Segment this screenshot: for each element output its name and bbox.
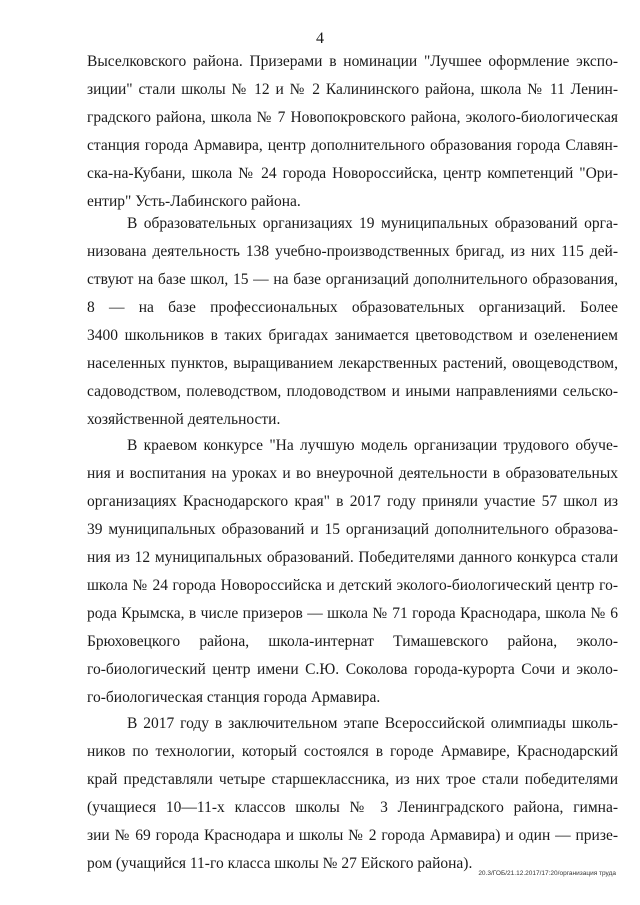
text-line: Брюховецкого района, школа-интернат Тимашевского района, эколо-	[87, 633, 618, 650]
text-line: го-биологический центр имени С.Ю. Соколова города-курорта Сочи и эколо-	[87, 661, 618, 678]
text-line: градского района, школа № 7 Новопокровского района, эколого-биологическая	[87, 109, 618, 126]
text-line: рода Крымска, в числе призеров — школа № 71 города Краснодара, школа № 6	[87, 605, 618, 622]
text-line: (учащиеся 10—11-х классов школы № 3 Ленинградского района, гимна-	[87, 799, 618, 816]
text-line: хозяйственной деятельности.	[87, 411, 281, 428]
text-line: ников по технологии, который состоялся в городе Армавире, Краснодарский	[87, 743, 618, 760]
text-line: ния и воспитания на уроках и во внеурочной деятельности в образовательных	[87, 465, 618, 482]
text-line: школа № 24 города Новороссийска и детский эколого-биологический центр го-	[87, 577, 618, 594]
text-line: станция города Армавира, центр дополнительного образования города Славян-	[87, 137, 618, 154]
text-line: край представляли четыре старшеклассника, из них трое стали победителями	[87, 771, 618, 788]
text-line: 3400 школьников в таких бригадах занимается цветоводством и озеленением	[87, 327, 618, 344]
text-line: низована деятельность 138 учебно-производственных бригад, из них 115 дей-	[87, 243, 618, 260]
text-line: ствуют на базе школ, 15 — на базе организаций дополнительного образования,	[87, 271, 618, 288]
text-line: населенных пунктов, выращиванием лекарственных растений, овощеводством,	[87, 355, 618, 372]
text-line: В 2017 году в заключительном этапе Всероссийской олимпиады школь-	[127, 715, 618, 732]
page-number: 4	[316, 30, 324, 47]
text-line: го-биологическая станция города Армавира.	[87, 689, 381, 706]
text-line: 8 — на базе профессиональных образовательных организаций. Более	[87, 299, 618, 316]
text-line: ентир" Усть-Лабинского района.	[87, 193, 301, 210]
text-line: ром (учащийся 11-го класса школы № 27 Ейского района).	[87, 855, 473, 872]
text-line: ска-на-Кубани, школа № 24 города Новороссийска, центр компетенций "Ори-	[87, 165, 618, 182]
text-line: зиции" стали школы № 12 и № 2 Калининского района, школа № 11 Ленин-	[87, 81, 618, 98]
text-line: садоводством, полеводством, плодоводством и иными направлениями сельско-	[87, 383, 618, 400]
text-line: 39 муниципальных образований и 15 организаций дополнительного образова-	[87, 521, 618, 538]
text-line: Выселковского района. Призерами в номинации "Лучшее оформление экспо-	[87, 53, 618, 70]
text-line: ния из 12 муниципальных образований. Победителями данного конкурса стали	[87, 549, 618, 566]
text-line: зии № 69 города Краснодара и школы № 2 города Армавира) и один — призе-	[87, 827, 618, 844]
text-line: организациях Краснодарского края" в 2017 году приняли участие 57 школ из	[87, 493, 618, 510]
text-line: В краевом конкурсе "На лучшую модель организации трудового обуче-	[127, 437, 618, 454]
footer-reference: 20.3/ГОБ/21.12.2017/17:20/организация труда	[478, 870, 616, 877]
text-line: В образовательных организациях 19 муниципальных образований орга-	[127, 215, 618, 232]
